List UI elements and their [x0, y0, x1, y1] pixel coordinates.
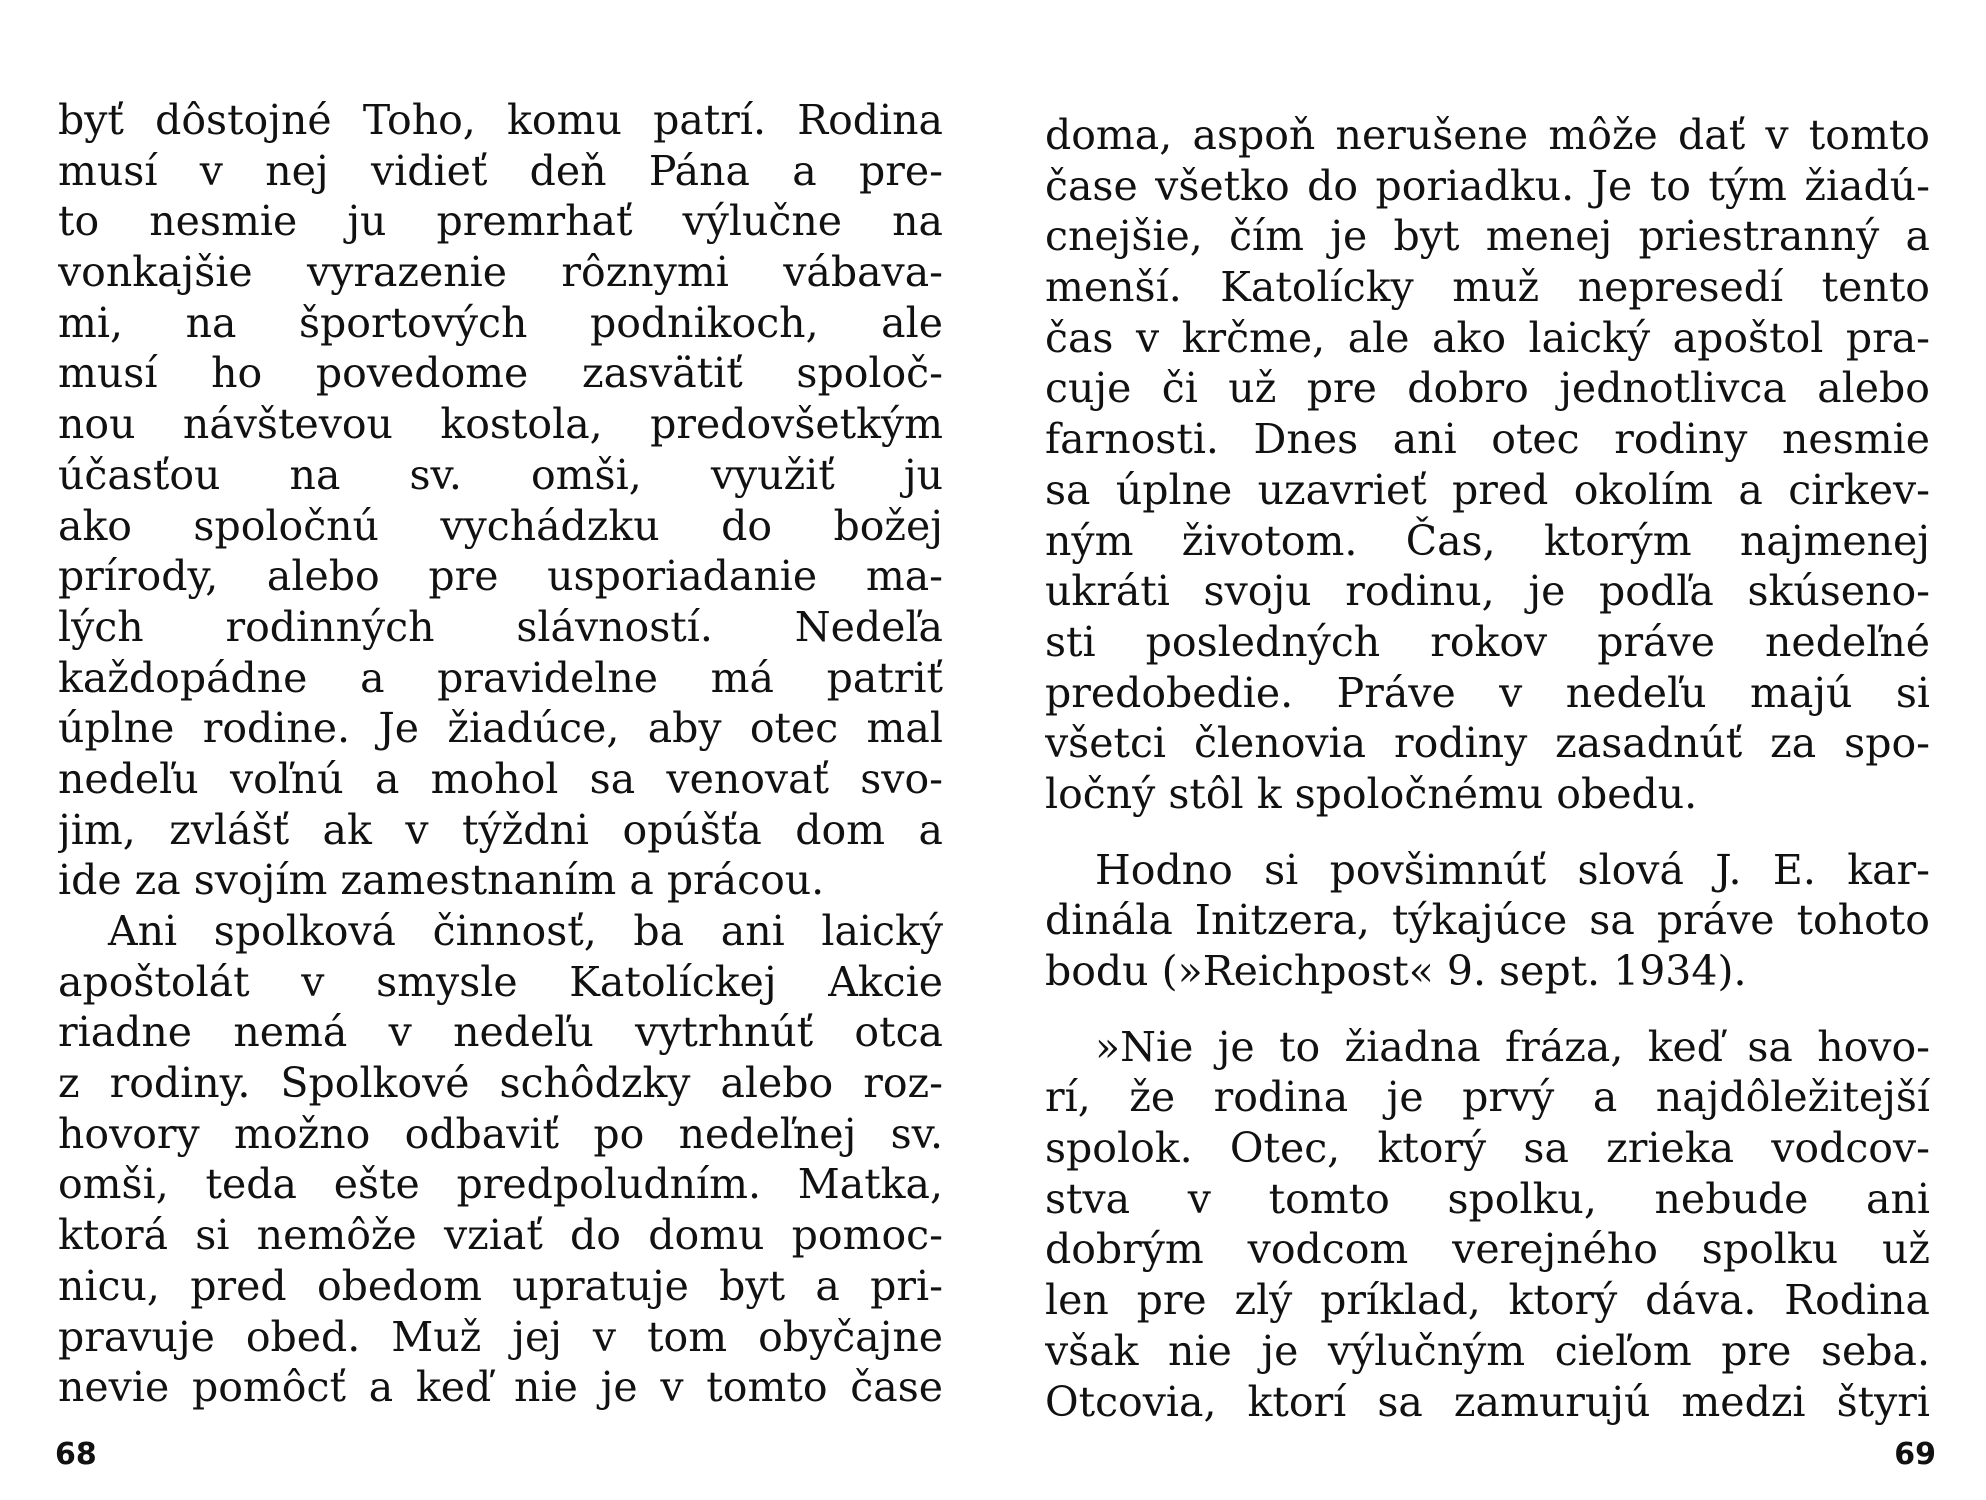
paragraph-gap: [1045, 997, 1930, 1022]
text-line: riadne nemá v nedeľu vytrhnúť otca: [58, 1008, 943, 1057]
text-line: vonkajšie vyrazenie rôznymi vábava-: [58, 248, 943, 297]
text-line: však nie je výlučným cieľom pre seba.: [1045, 1326, 1930, 1375]
text-line: rí, že rodina je prvý a najdôležitejší: [1045, 1073, 1930, 1122]
text-line: spolok. Otec, ktorý sa zrieka vodcov-: [1045, 1124, 1930, 1173]
text-line: ným životom. Čas, ktorým najmenej: [1045, 516, 1930, 565]
text-line: nou návštevou kostola, predovšetkým: [58, 400, 943, 449]
left-paragraph-1: [58, 95, 943, 906]
right-paragraph-2: [1045, 845, 1930, 997]
text-line: ločný stôl k spoločnému obedu.: [1045, 769, 1698, 818]
text-line: len pre zlý príklad, ktorý dáva. Rodina: [1045, 1276, 1930, 1325]
page-number: 68: [55, 1437, 97, 1472]
text-line: dobrým vodcom verejného spolku už: [1045, 1225, 1930, 1274]
text-line: nevie pomôcť a keď nie je v tomto čase: [58, 1363, 943, 1412]
text-line: musí ho povedome zasvätiť spoloč-: [58, 349, 943, 398]
text-line: z rodiny. Spolkové schôdzky alebo roz-: [58, 1059, 943, 1108]
text-line: nicu, pred obedom upratuje byt a pri-: [58, 1261, 943, 1310]
right-text-column: [1045, 110, 1930, 1427]
left-text-column: [58, 95, 943, 1413]
text-line: byť dôstojné Toho, komu patrí. Rodina: [58, 96, 943, 144]
text-line: čas v krčme, ale ako laický apoštol pra-: [1045, 313, 1930, 362]
text-line: každopádne a pravidelne má patriť: [58, 653, 943, 702]
text-line: dinála Initzera, týkajúce sa práve tohoto: [1045, 896, 1930, 945]
text-line: lých rodinných slávností. Nedeľa: [58, 602, 943, 651]
right-page: [993, 0, 1986, 1500]
text-line: omši, teda ešte predpoludním. Matka,: [58, 1160, 943, 1209]
text-line: predobedie. Práve v nedeľu majú si: [1045, 668, 1930, 717]
text-line: cuje či už pre dobro jednotlivca alebo: [1045, 364, 1930, 413]
text-line: stva v tomto spolku, nebude ani: [1045, 1174, 1930, 1223]
text-line: farnosti. Dnes ani otec rodiny nesmie: [1045, 415, 1930, 464]
text-line: ide za svojím zamestnaním a prácou.: [58, 856, 825, 905]
text-line: ukráti svoju rodinu, je podľa skúseno-: [1045, 567, 1930, 616]
text-line: všetci členovia rodiny zasadnúť za spo-: [1045, 719, 1930, 768]
text-line: Ani spolková činnosť, ba ani laický: [108, 907, 943, 955]
text-line: menší. Katolícky muž nepresedí tento: [1045, 263, 1930, 312]
text-line: sa úplne uzavrieť pred okolím a cirkev-: [1045, 465, 1930, 514]
text-line: mi, na športových podnikoch, ale: [58, 298, 943, 347]
right-paragraph-1: [1045, 110, 1930, 820]
text-line: to nesmie ju premrhať výlučne na: [58, 197, 943, 246]
page-number: 69: [1894, 1437, 1936, 1472]
text-line: ako spoločnú vychádzku do božej: [58, 501, 943, 550]
text-line: bodu (»Reichpost« 9. sept. 1934).: [1045, 947, 1747, 995]
right-paragraph-3: [1045, 1022, 1930, 1428]
text-line: ktorá si nemôže vziať do domu pomoc-: [58, 1211, 943, 1260]
text-line: doma, aspoň nerušene môže dať v tomto: [1045, 111, 1930, 159]
text-line: nedeľu voľnú a mohol sa venovať svo-: [58, 754, 943, 803]
text-line: Otcovia, ktorí sa zamurujú medzi štyri: [1045, 1377, 1930, 1426]
text-line: úplne rodine. Je žiadúce, aby otec mal: [58, 704, 943, 753]
paragraph-gap: [1045, 820, 1930, 845]
text-line: musí v nej vidieť deň Pána a pre-: [58, 146, 943, 195]
left-paragraph-2: [58, 906, 943, 1413]
text-line: cnejšie, čím je byt menej priestranný a: [1045, 212, 1930, 261]
text-line: pravuje obed. Muž jej v tom obyčajne: [58, 1312, 943, 1361]
text-line: účasťou na sv. omši, využiť ju: [58, 450, 943, 499]
text-line: čase všetko do poriadku. Je to tým žiadú-: [1045, 161, 1930, 210]
text-line: prírody, alebo pre usporiadanie ma-: [58, 552, 943, 601]
text-line: Hodno si povšimnúť slová J. E. kar-: [1095, 845, 1930, 894]
text-line: jim, zvlášť ak v týždni opúšťa dom a: [58, 805, 943, 854]
text-line: »Nie je to žiadna fráza, keď sa hovo-: [1095, 1022, 1930, 1071]
text-line: sti posledných rokov práve nedeľné: [1045, 617, 1930, 666]
text-line: hovory možno odbaviť po nedeľnej sv.: [58, 1109, 943, 1158]
text-line: apoštolát v smysle Katolíckej Akcie: [58, 957, 943, 1006]
